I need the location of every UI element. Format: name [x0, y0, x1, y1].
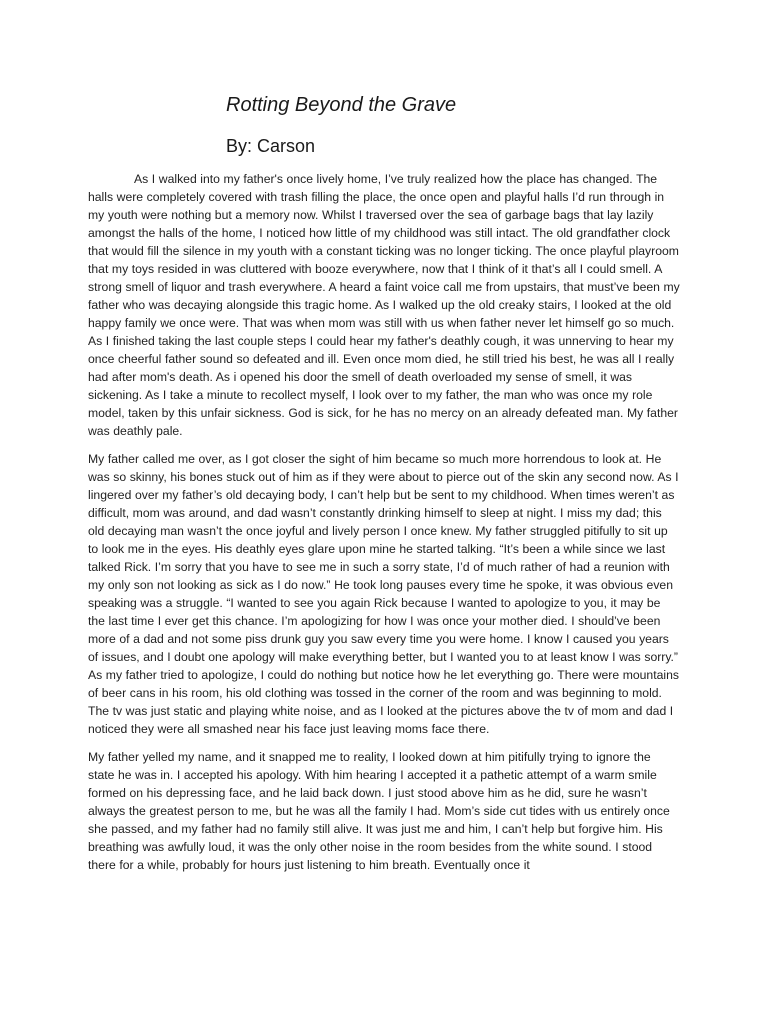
document-byline: By: Carson [226, 136, 316, 156]
paragraph-1: As I walked into my father's once lively home, I’ve truly realized how the place has changed. The halls were completely covered with trash filling the place, the once open and playful halls I’d run through in my youth were nothing but a memory now. Whilst I traversed over the sea of garbage bags that lay lazily amongst the halls of the home, I noticed how little of my childhood was still intact. The old grandfather clock that would fill the silence in my youth with a constant ticking was no longer ticking. The once playful playroom that my toys resided in was cluttered with booze everywhere, now that I think of it that’s all I could smell. A strong smell of liquor and trash everywhere. A heard a faint voice call me from upstairs, that must’ve been my father who was decaying alongside this tragic home. As I walked up the old creaky stairs, I looked at the old happy family we once were. That was when mom was still with us when father never let himself go so much. As I finished taking the last couple steps I could hear my father's deathly cough, it was unnerving to hear my once cheerful father sound so defeated and ill. Even once mom died, he still tried his best, he was all I really had after mom's death. As i opened his door the smell of death overloaded my sense of smell, it was sickening. As I take a minute to recollect myself, I look over to my father, the man who was once my role model, taken by this unfair sickness. God is sick, for he has no mercy on an already defeated man. My father was deathly pale. [88, 172, 680, 438]
paragraph-2: My father called me over, as I got closer the sight of him became so much more horrendous to look at. He was so skinny, his bones stuck out of him as if they were about to pierce out of the skin any second now. As I lingered over my father’s old decaying body, I can’t help but be sent to my childhood. When times weren’t as difficult, mom was around, and dad wasn’t constantly drinking himself to sleep at night. I miss my dad; this old decaying man wasn’t the once joyful and lively person I once knew. My father struggled pitifully to sit up to look me in the eyes. His deathly eyes glare upon mine he started talking. “It’s been a while since we last talked Rick. I’m sorry that you have to see me in such a sorry state, I’d of much rather of had a reunion with my only son not looking as sick as I do now.” He took long pauses every time he spoke, it was obvious even speaking was a struggle. “I wanted to see you again Rick because I wanted to apologize to you, it may be the last time I ever get this chance. I’m apologizing for how I was once your mother died. I should’ve been more of a dad and not some piss drunk guy you saw every time you were home. I know I caused you years of issues, and I doubt one apology will make everything better, but I wanted you to at least know I was sorry.” As my father tried to apologize, I could do nothing but notice how he let everything go. There were mountains of beer cans in his room, his old clothing was tossed in the corner of the room and was beginning to mold. The tv was just static and playing white noise, and as I looked at the pictures above the tv of mom and dad I noticed they were all smashed near his face just leaving moms face there. [88, 452, 679, 736]
paragraph-3: My father yelled my name, and it snapped me to reality, I looked down at him pitifully trying to ignore the state he was in. I accepted his apology. With him hearing I accepted it a pathetic attempt of a warm smile formed on his depressing face, and he laid back down. I just stood above him as he did, sure he wasn’t always the greatest person to me, but he was all the family I had. Mom’s side cut tides with us entirely once she passed, and my father had no family still alive. It was just me and him, I can’t help but forgive him. His breathing was awfully loud, it was the only other noise in the room besides from the white sound. I stood there for a while, probably for hours just listening to him breath. Eventually once it [88, 750, 670, 872]
document-title: Rotting Beyond the Grave [226, 94, 457, 116]
document-body [88, 170, 680, 884]
